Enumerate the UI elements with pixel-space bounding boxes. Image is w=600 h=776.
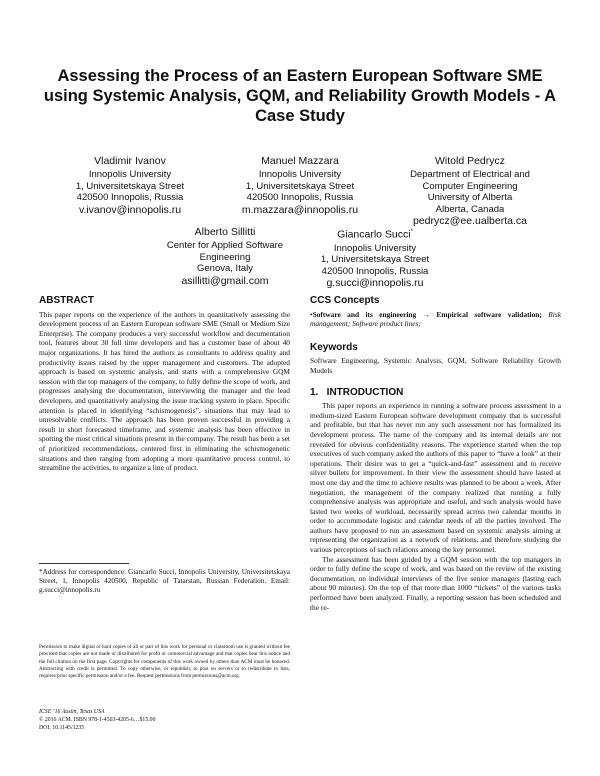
author-block (150, 225, 300, 287)
author-affiliation: Innopolis University (88, 169, 172, 180)
author-name (300, 225, 450, 243)
author-affiliation: Center for Applied Software (166, 240, 284, 251)
author-affiliation: Alberta, Canada (435, 203, 505, 215)
ccs-bullet: • (310, 309, 313, 319)
ccs-heading: CCS Concepts (310, 295, 380, 306)
author-affiliation: Engineering (199, 251, 251, 263)
right-column (310, 296, 561, 612)
author-affiliation: Genova, Italy (197, 263, 253, 274)
author-email: pedrycz@ee.ualberta.ca (413, 215, 527, 227)
author-name: Vladimir Ivanov (94, 155, 166, 167)
intro-body (310, 401, 561, 612)
intro-paragraph: The assessment has been guided by a GQM session with the top managers in order to fully define the scope of work, and was based on the review of the existing documentation, on individual interviews of the five senior managers (lasting each about 90 minutes). On the top of that more than 1000 “tickets” of the various tasks performed have been analyzed. Finally, a reporting session has been scheduled and the re- (310, 554, 561, 612)
publication-info (39, 708, 290, 732)
footnote-divider (39, 563, 129, 564)
author-name: Alberto Sillitti (194, 226, 256, 238)
author-block (224, 154, 376, 216)
author-affiliation: Innopolis University (333, 242, 417, 254)
doi: DOI: 10.1145/1235 (39, 725, 85, 731)
author-email: asillitti@gmail.com (181, 274, 269, 287)
correspondence-marker: * (410, 229, 413, 235)
intro-heading: 1. INTRODUCTION (310, 386, 404, 398)
permission-notice: Permission to make digital or hard copies of all or part of this work for personal or classroom use is granted without fee provided that copies are not made or distributed for profit or commercial advantage and that copies bear this notice and the full citation on the first page. Copyrights for components of this work owned by others than ACM must be honored. Abstracting with credit is permitted. To copy otherwise, or republish, to post on servers or to redistribute to lists, requires prior specific permission and/or a fee. Request permissions from permissions@acm.org. (39, 644, 290, 680)
ccs-italic: Risk management; Software product lines; (310, 309, 561, 329)
author-affiliation: Department of Electrical and (410, 169, 530, 180)
author-affiliation: 1, Universitetskaya Street (75, 180, 185, 192)
author-affiliation: 1, Universitetskaya Street (320, 254, 430, 265)
abstract-heading: ABSTRACT (39, 295, 94, 306)
author-name: Witold Pedrycz (434, 155, 506, 167)
keywords-text: Software Engineering, Systemic Analysis, GQM, Software Reliability Growth Models (310, 356, 561, 375)
author-block (55, 154, 205, 216)
author-affiliation: 420500 Innopolis, Russia (321, 265, 429, 277)
author-block (300, 225, 450, 289)
author-block (385, 154, 555, 227)
venue: ICSE ’16 Austin, Texas USA (39, 709, 105, 715)
author-name: Manuel Mazzara (261, 155, 339, 167)
author-affiliation: 420500 Innopolis, Russia (76, 192, 184, 203)
paper-title: Assessing the Process of an Eastern European Software SME using Systemic Analysis, GQM, and Reliability Growth Models - A Case Study (43, 67, 557, 125)
intro-paragraph: This paper reports an experience in running a software process assessment in a medium-sized Eastern European software development company that is successful and profitable, but that has never run any such assessment nor has formalized its development process. The name of the company and its internal details are not revealed for obvious confidentiality reasons. The experience started when the top executives of such company asked the authors of this paper to “have a look” at their operations. Their desire was to get a “quick-and-fast” assessment and to receive silver bullets for improvement. In their view the assessment should have lasted at most one day and the time to achieve results was planned to be about a week. After negotiation, the management of the company realized that running a fully comprehensive analysis was appropriate and useful, and such analysis would have lasted two weeks of workload, necessarily spread across two calendar months in order to accommodate logistic and calendar needs of all the parties involved. The authors have proposed to run an assessment based on systemic analysis aiming at representing the organization as a network of relations, and therefore studying the various perceptions of such relations among the key personnel. (310, 401, 561, 555)
author-affiliation: Computer Engineering (422, 180, 518, 192)
ccs-bold: Software and its engineering → Empirical software validation; (312, 309, 542, 319)
author-email: v.ivanov@innopolis.ru (78, 203, 182, 216)
author-affiliation: Innopolis University (258, 169, 342, 180)
author-affiliation: University of Alberta (427, 192, 513, 203)
copyright: © 2016 ACM. ISBN 978-1-4503-4205-6…$15.00 (39, 717, 156, 723)
correspondence-footnote: *Address for correspondence: Giancarlo Succi, Innopolis University, Universitetskaya Street, 1, Innopolis 420500, Republic of Tatarstan, Russian Federation. Email: g.succi@innopolis.ru (39, 568, 290, 594)
ccs-concepts (310, 310, 561, 329)
author-name-text: Giancarlo Succi (337, 228, 411, 241)
author-email: m.mazzara@innopolis.ru (241, 203, 359, 216)
author-affiliation: 1, Universitetskaya Street (245, 180, 355, 192)
abstract-section (39, 296, 290, 473)
author-email: g.succi@innopolis.ru (326, 277, 424, 289)
keywords-heading: Keywords (310, 341, 358, 353)
abstract-text: This paper reports on the experience of the authors in quantitatively assessing the development process of an Eastern European software SME (Small or Medium Size Enterprise). The company produces a very successful workflow and documentation tool, features about 30 full time developers and has a customer base of about 40 major organizations. It has hired the authors as consultants to address quality and productivity issues raised by the upper management and customers. The adopted approach is based on systemic analysis, and starts with a comprehensive GQM session with the top managers of the company, to fully define the scope of work, and progresses analysing the documentation, interviewing the manager and the lead developers, and quantitatively analysing the issue tracking system in place. Specific attention is placed in identifying “schismogenesis”, situations that may lead to unresolvable conflicts. The approach has been proven successful in providing a result in short forecasted timeframe, and systemic analysis has been effective in spotting the most critical situations present in the company. The result has been a set of prioritized recommendations, centered first in eliminating the schismogenetic situations and then ranging from adopting a more quantitative process control, to streamline the activities, to organize a line of product. (39, 309, 290, 473)
author-affiliation: 420500 Innopolis, Russia (246, 192, 354, 203)
